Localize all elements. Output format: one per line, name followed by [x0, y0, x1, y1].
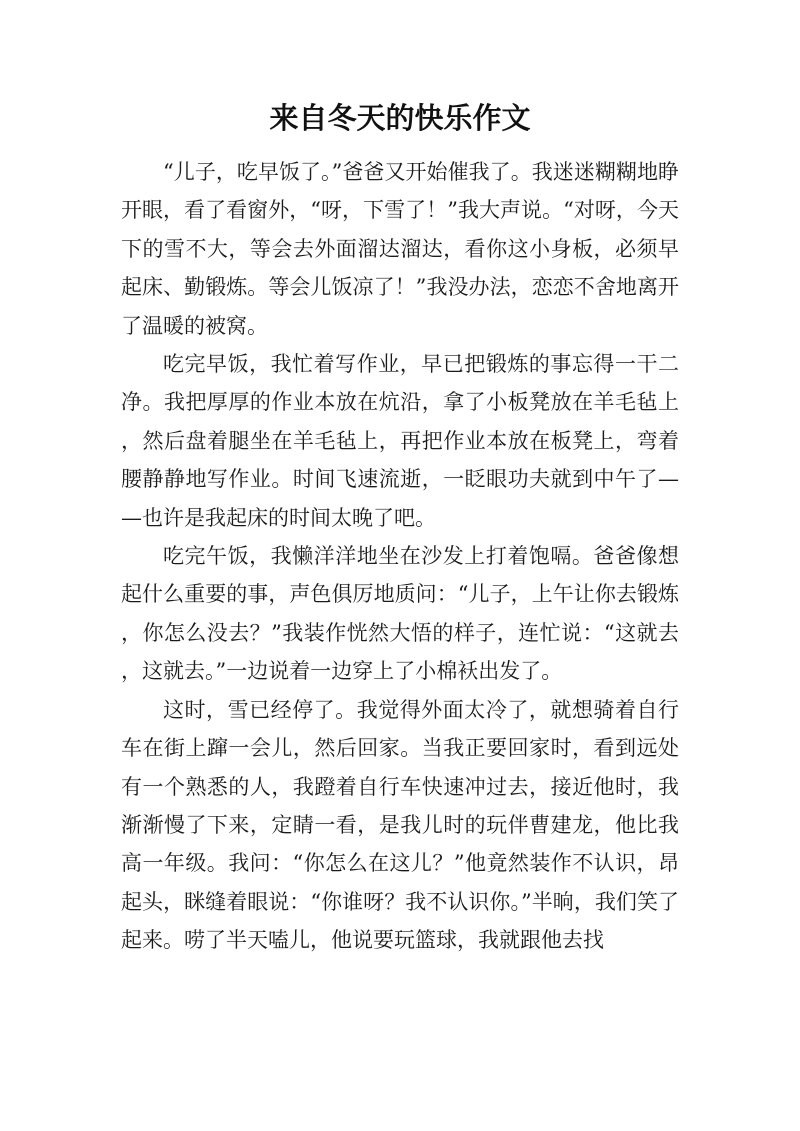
paragraph-1: “儿子，吃早饭了。”爸爸又开始催我了。我迷迷糊糊地睁开眼，看了看窗外，“呀，下雪了！”我大声说。“对呀，今天下的雪不大，等会去外面溜达溜达，看你这小身板，必须早起床、勤锻炼。等会儿饭凉了！”我没办法，恋恋不舍地离开了温暖的被窝。 [121, 160, 679, 338]
document-body [121, 153, 679, 960]
paragraph-4: 这时，雪已经停了。我觉得外面太冷了，就想骑着自行车在街上蹿一会儿，然后回家。当我正要回家时，看到远处有一个熟悉的人，我蹬着自行车快速冲过去，接近他时，我渐渐慢了下来，定睛一看，是我儿时的玩伴曹建龙，他比我高一年级。我问：“你怎么在这儿？”他竟然装作不认识，昂起头，眯缝着眼说：“你谁呀？我不认识你。”半晌，我们笑了起来。唠了半天嗑儿，他说要玩篮球，我就跟他去找 [121, 697, 679, 953]
document-title: 来自冬天的快乐作文 [269, 101, 531, 135]
paragraph-3: 吃完午饭，我懒洋洋地坐在沙发上打着饱嗝。爸爸像想起什么重要的事，声色俱厉地质问：“儿子，上午让你去锻炼，你怎么没去？”我装作恍然大悟的样子，连忙说：“这就去，这就去。”一边说着一边穿上了小棉袄出发了。 [121, 544, 679, 684]
paragraph-2: 吃完早饭，我忙着写作业，早已把锻炼的事忘得一干二净。我把厚厚的作业本放在炕沿，拿了小板凳放在羊毛毡上，然后盘着腿坐在羊毛毡上，再把作业本放在板凳上，弯着腰静静地写作业。时间飞速流逝，一眨眼功夫就到中午了——也许是我起床的时间太晚了吧。 [121, 352, 679, 530]
